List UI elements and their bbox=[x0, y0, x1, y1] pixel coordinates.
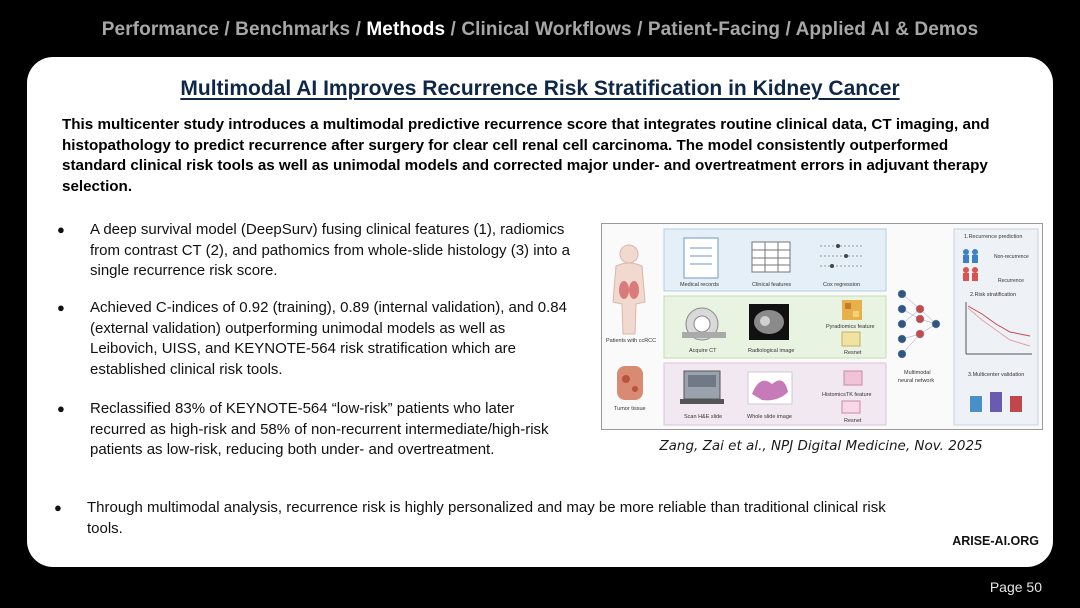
resnet-label-2: Resnet bbox=[844, 418, 862, 424]
nav-separator: / bbox=[445, 19, 462, 40]
bullet-item bbox=[57, 298, 570, 380]
recurrence-label: Recurrence bbox=[998, 278, 1024, 284]
bullet-dot: ● bbox=[57, 401, 65, 416]
medical-records-icon bbox=[684, 238, 718, 278]
page-number: Page 50 bbox=[989, 579, 1042, 595]
radiological-label: Radiological image bbox=[748, 348, 795, 354]
bullet-item bbox=[54, 498, 907, 539]
histomics-label: HistomicsTK feature bbox=[822, 392, 872, 398]
nav-item-benchmarks[interactable]: Benchmarks bbox=[235, 19, 351, 40]
whole-slide-image bbox=[748, 372, 792, 404]
multicenter-validation-label: 3.Multicenter validation bbox=[968, 372, 1025, 378]
scan-slide-label: Scan H&E slide bbox=[684, 414, 723, 420]
brand-label: ARISE-AI.ORG bbox=[952, 534, 1039, 548]
bullet-dot: ● bbox=[57, 300, 65, 315]
clinical-features-label: Clinical features bbox=[752, 282, 792, 288]
section-nav bbox=[0, 19, 1080, 41]
bullet-text: Reclassified 83% of KEYNOTE-564 “low-risk” patients who later recurred as high-risk and 58% of non-recurrent intermediate/high-risk patients as low-risk, reducing both under- and overtreatment. bbox=[90, 400, 549, 458]
slide-scanner-icon bbox=[680, 371, 724, 404]
tumor-tissue-icon bbox=[617, 366, 643, 400]
nav-item-methods[interactable]: Methods bbox=[366, 19, 446, 40]
ct-image bbox=[749, 304, 789, 340]
slide-card bbox=[27, 57, 1053, 567]
resnet-cube-icon bbox=[842, 401, 860, 413]
neural-network-icon bbox=[898, 290, 940, 358]
pyradiomics-label: Pyradiomics feature bbox=[826, 324, 875, 330]
feature-heatmap-icon bbox=[842, 300, 862, 320]
nav-item-clinical-workflows[interactable]: Clinical Workflows bbox=[461, 19, 632, 40]
risk-stratification-label: 2.Risk stratification bbox=[970, 292, 1017, 298]
slide-title: Multimodal AI Improves Recurrence Risk Stratification in Kidney Cancer bbox=[180, 77, 900, 100]
mnn-label-1: Multimodal bbox=[904, 370, 931, 376]
nav-item-patient-facing[interactable]: Patient-Facing bbox=[647, 19, 781, 40]
histomics-feature-icon bbox=[844, 371, 862, 385]
bullet-text: Through multimodal analysis, recurrence risk is highly personalized and may be more reliable than traditional clinical risk tools. bbox=[87, 499, 886, 537]
bullet-item bbox=[57, 220, 570, 282]
resnet-label-1: Resnet bbox=[844, 350, 862, 356]
nav-separator: / bbox=[350, 19, 367, 40]
figure-caption: Zang, Zai et al., NPJ Digital Medicine, Nov. 2025 bbox=[659, 438, 983, 454]
nonrecurrence-label: Non-recurrence bbox=[994, 254, 1029, 260]
nav-item-performance[interactable]: Performance bbox=[101, 19, 220, 40]
nav-separator: / bbox=[219, 19, 236, 40]
workflow-diagram bbox=[602, 224, 1042, 429]
slide-summary: This multicenter study introduces a multimodal predictive recurrence score that integrates routine clinical data, CT imaging, and histopathology to predict recurrence after surgery for clear cell renal cell carcinoma. The model consistently outperformed standard clinical risk tools as well as unimodal models and corrected major under- and overtreatment errors in adjuvant therapy selection. bbox=[62, 116, 990, 195]
nav-item-applied-ai-demos[interactable]: Applied AI & Demos bbox=[795, 19, 979, 40]
bullet-text: A deep survival model (DeepSurv) fusing clinical features (1), radiomics from contrast CT (2), and pathomics from whole-slide histology (3) into a single recurrence risk score. bbox=[90, 221, 570, 279]
resnet-cube-icon bbox=[842, 332, 860, 346]
nav-separator: / bbox=[780, 19, 796, 40]
tumor-label: Tumor tissue bbox=[614, 406, 646, 412]
bullet-dot: ● bbox=[57, 222, 65, 237]
nav-separator: / bbox=[631, 19, 648, 40]
cox-label: Cox regression bbox=[823, 282, 860, 288]
recurrence-prediction-label: 1.Recurrence prediction bbox=[964, 234, 1023, 240]
methods-figure bbox=[601, 223, 1043, 430]
medical-records-label: Medical records bbox=[680, 282, 719, 288]
bullet-dot: ● bbox=[54, 500, 62, 515]
acquire-ct-label: Acquire CT bbox=[689, 348, 717, 354]
mnn-label-2: neural network bbox=[898, 378, 935, 384]
clinical-features-table bbox=[752, 242, 790, 272]
patient-icon bbox=[613, 245, 645, 334]
bullet-text: Achieved C-indices of 0.92 (training), 0.89 (internal validation), and 0.84 (external validation) outperforming unimodal models as well as Leibovich, UISS, and KEYNOTE-564 risk stratification which are established clinical risk tools. bbox=[90, 299, 567, 378]
patients-label: Patients with ccRCC bbox=[606, 338, 657, 344]
bullet-item bbox=[57, 399, 570, 461]
wsi-label: Whole slide image bbox=[747, 414, 792, 420]
